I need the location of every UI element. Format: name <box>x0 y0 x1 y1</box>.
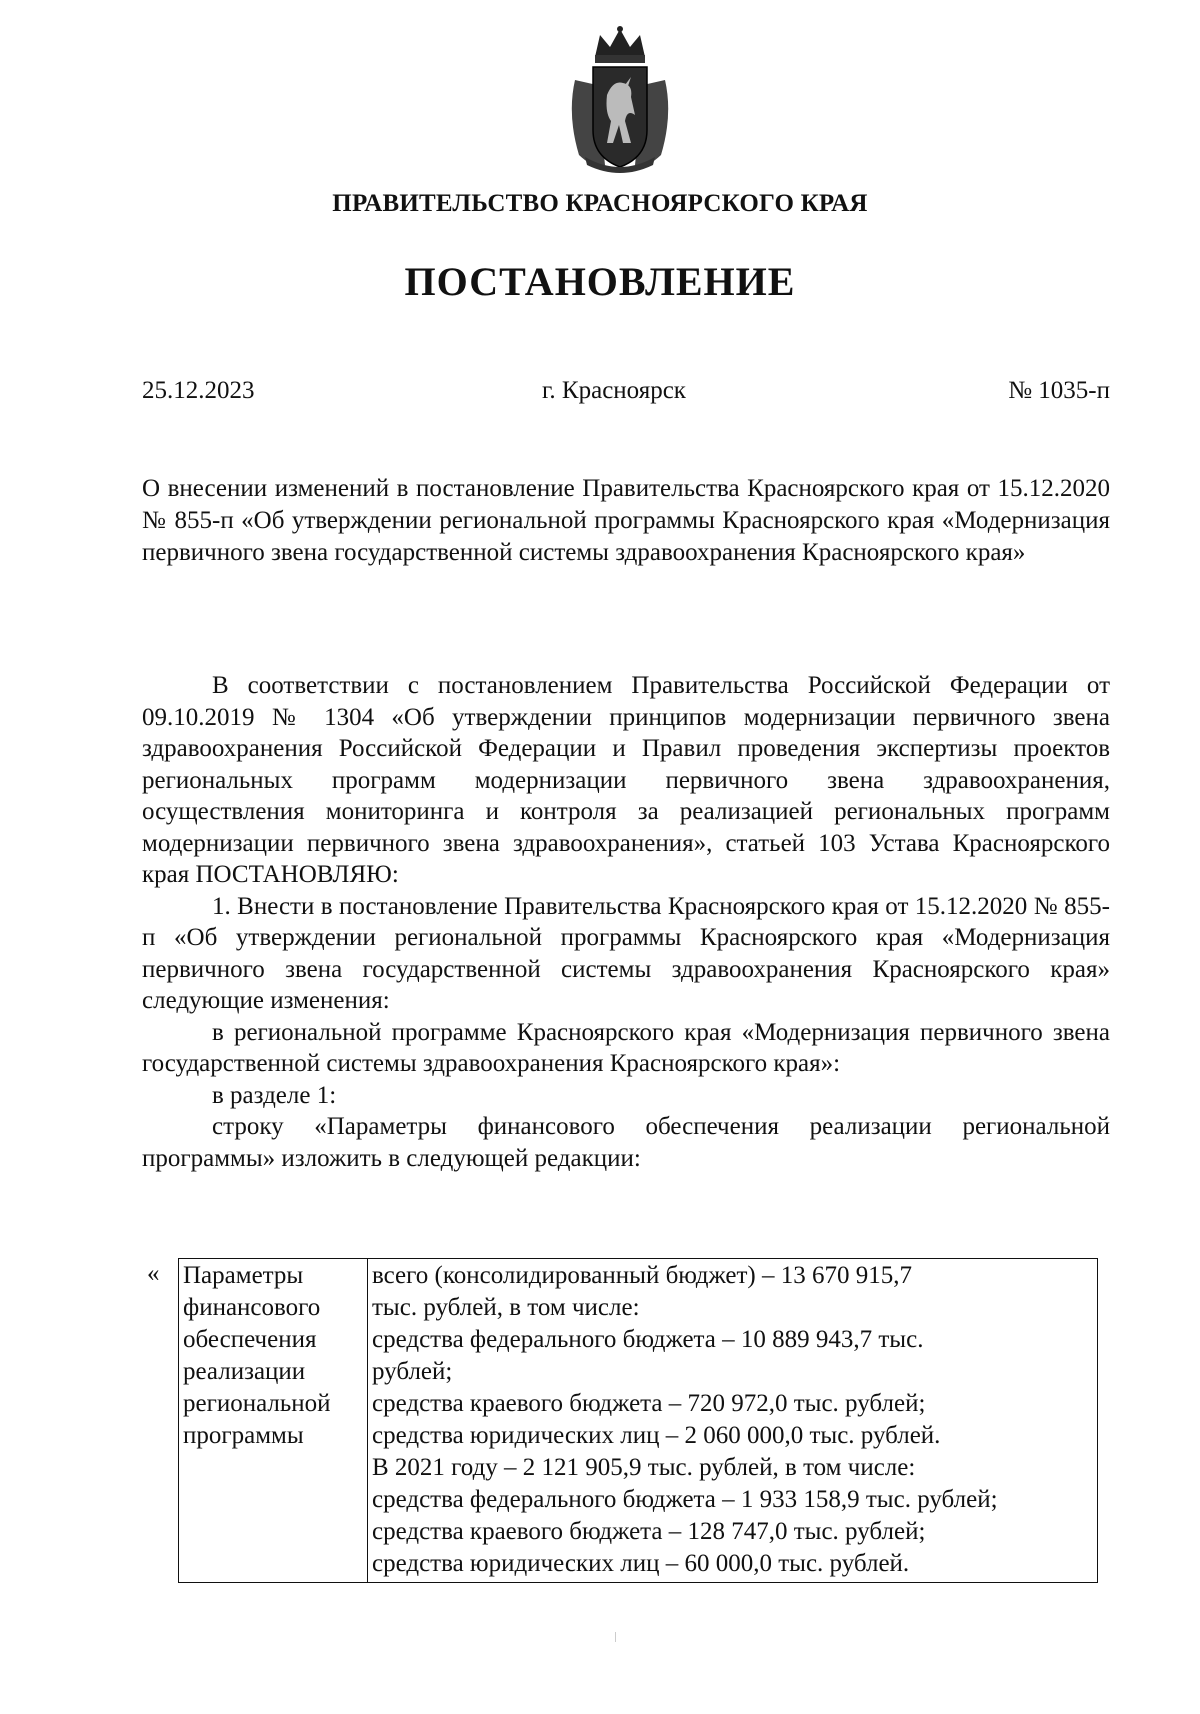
document-city: г. Красноярск <box>542 377 686 404</box>
value-line: средства федерального бюджета – 10 889 943,7 тыс. <box>372 1326 924 1353</box>
body-paragraph: строку «Параметры финансового обеспечения реализации региональной программы» изложить в следующей редакции: <box>142 1113 1110 1172</box>
organization-title: ПРАВИТЕЛЬСТВО КРАСНОЯРСКОГО КРАЯ <box>332 190 868 217</box>
document-meta-row <box>142 377 1110 405</box>
document-type-title: ПОСТАНОВЛЕНИЕ <box>404 259 796 304</box>
value-line: всего (консолидированный бюджет) – 13 670 915,7 <box>372 1262 912 1289</box>
value-line: тыс. рублей, в том числе: <box>372 1294 640 1321</box>
document-body <box>142 670 1110 1174</box>
label-line: финансового <box>183 1294 321 1321</box>
body-paragraph: в разделе 1: <box>212 1081 337 1109</box>
label-line: реализации <box>183 1358 306 1385</box>
document-date: 25.12.2023 <box>142 377 255 404</box>
coat-of-arms-emblem <box>565 25 675 175</box>
document-subject: О внесении изменений в постановление Правительства Красноярского края от 15.12.2020 № 855-п «Об утверждении региональной программы Красноярского края «Модернизация первичного звена государственной системы здравоохранения Красноярского края» <box>142 475 1110 566</box>
value-line: средства федерального бюджета – 1 933 158,9 тыс. рублей; <box>372 1486 998 1513</box>
body-paragraph: В соответствии с постановлением Правительства Российской Федерации от 09.10.2019 № 1304 «Об утверждении принципов модернизации первичного звена здравоохранения Российской Федерации и Правил проведения экспертизы проектов региональных программ модернизации первичного звена здравоохранения, осуществления мониторинга и контроля за реализацией региональных программ модернизации первичного звена здравоохранения», статьей 103 Устава Красноярского края ПОСТАНОВЛЯЮ: <box>142 672 1110 888</box>
document-number: № 1035-п <box>1008 377 1110 404</box>
table-row <box>179 1259 1098 1583</box>
value-line: рублей; <box>372 1358 453 1385</box>
parameter-label-cell <box>179 1259 368 1583</box>
label-line: обеспечения <box>183 1326 317 1353</box>
label-line: региональной <box>183 1390 331 1417</box>
body-paragraph: в региональной программе Красноярского края «Модернизация первичного звена государственной системы здравоохранения Красноярского края»: <box>142 1018 1110 1077</box>
value-line: средства юридических лиц – 2 060 000,0 тыс. рублей. <box>372 1422 941 1449</box>
label-line: программы <box>183 1422 304 1449</box>
scan-mark <box>615 1632 616 1642</box>
body-paragraph: 1. Внести в постановление Правительства Красноярского края от 15.12.2020 № 855-п «Об утверждении региональной программы Красноярского края «Модернизация первичного звена государственной системы здравоохранения Красноярского края» следующие изменения: <box>142 892 1110 1014</box>
value-line: средства краевого бюджета – 128 747,0 тыс. рублей; <box>372 1518 926 1545</box>
parameter-value-cell <box>368 1259 1098 1583</box>
value-line: средства краевого бюджета – 720 972,0 тыс. рублей; <box>372 1390 926 1417</box>
label-line: Параметры <box>183 1262 304 1289</box>
value-line: средства юридических лиц – 60 000,0 тыс. рублей. <box>372 1550 910 1577</box>
financing-parameters-table <box>178 1258 1098 1583</box>
value-line: В 2021 году – 2 121 905,9 тыс. рублей, в том числе: <box>372 1454 916 1481</box>
table-open-quote: « <box>147 1260 160 1287</box>
